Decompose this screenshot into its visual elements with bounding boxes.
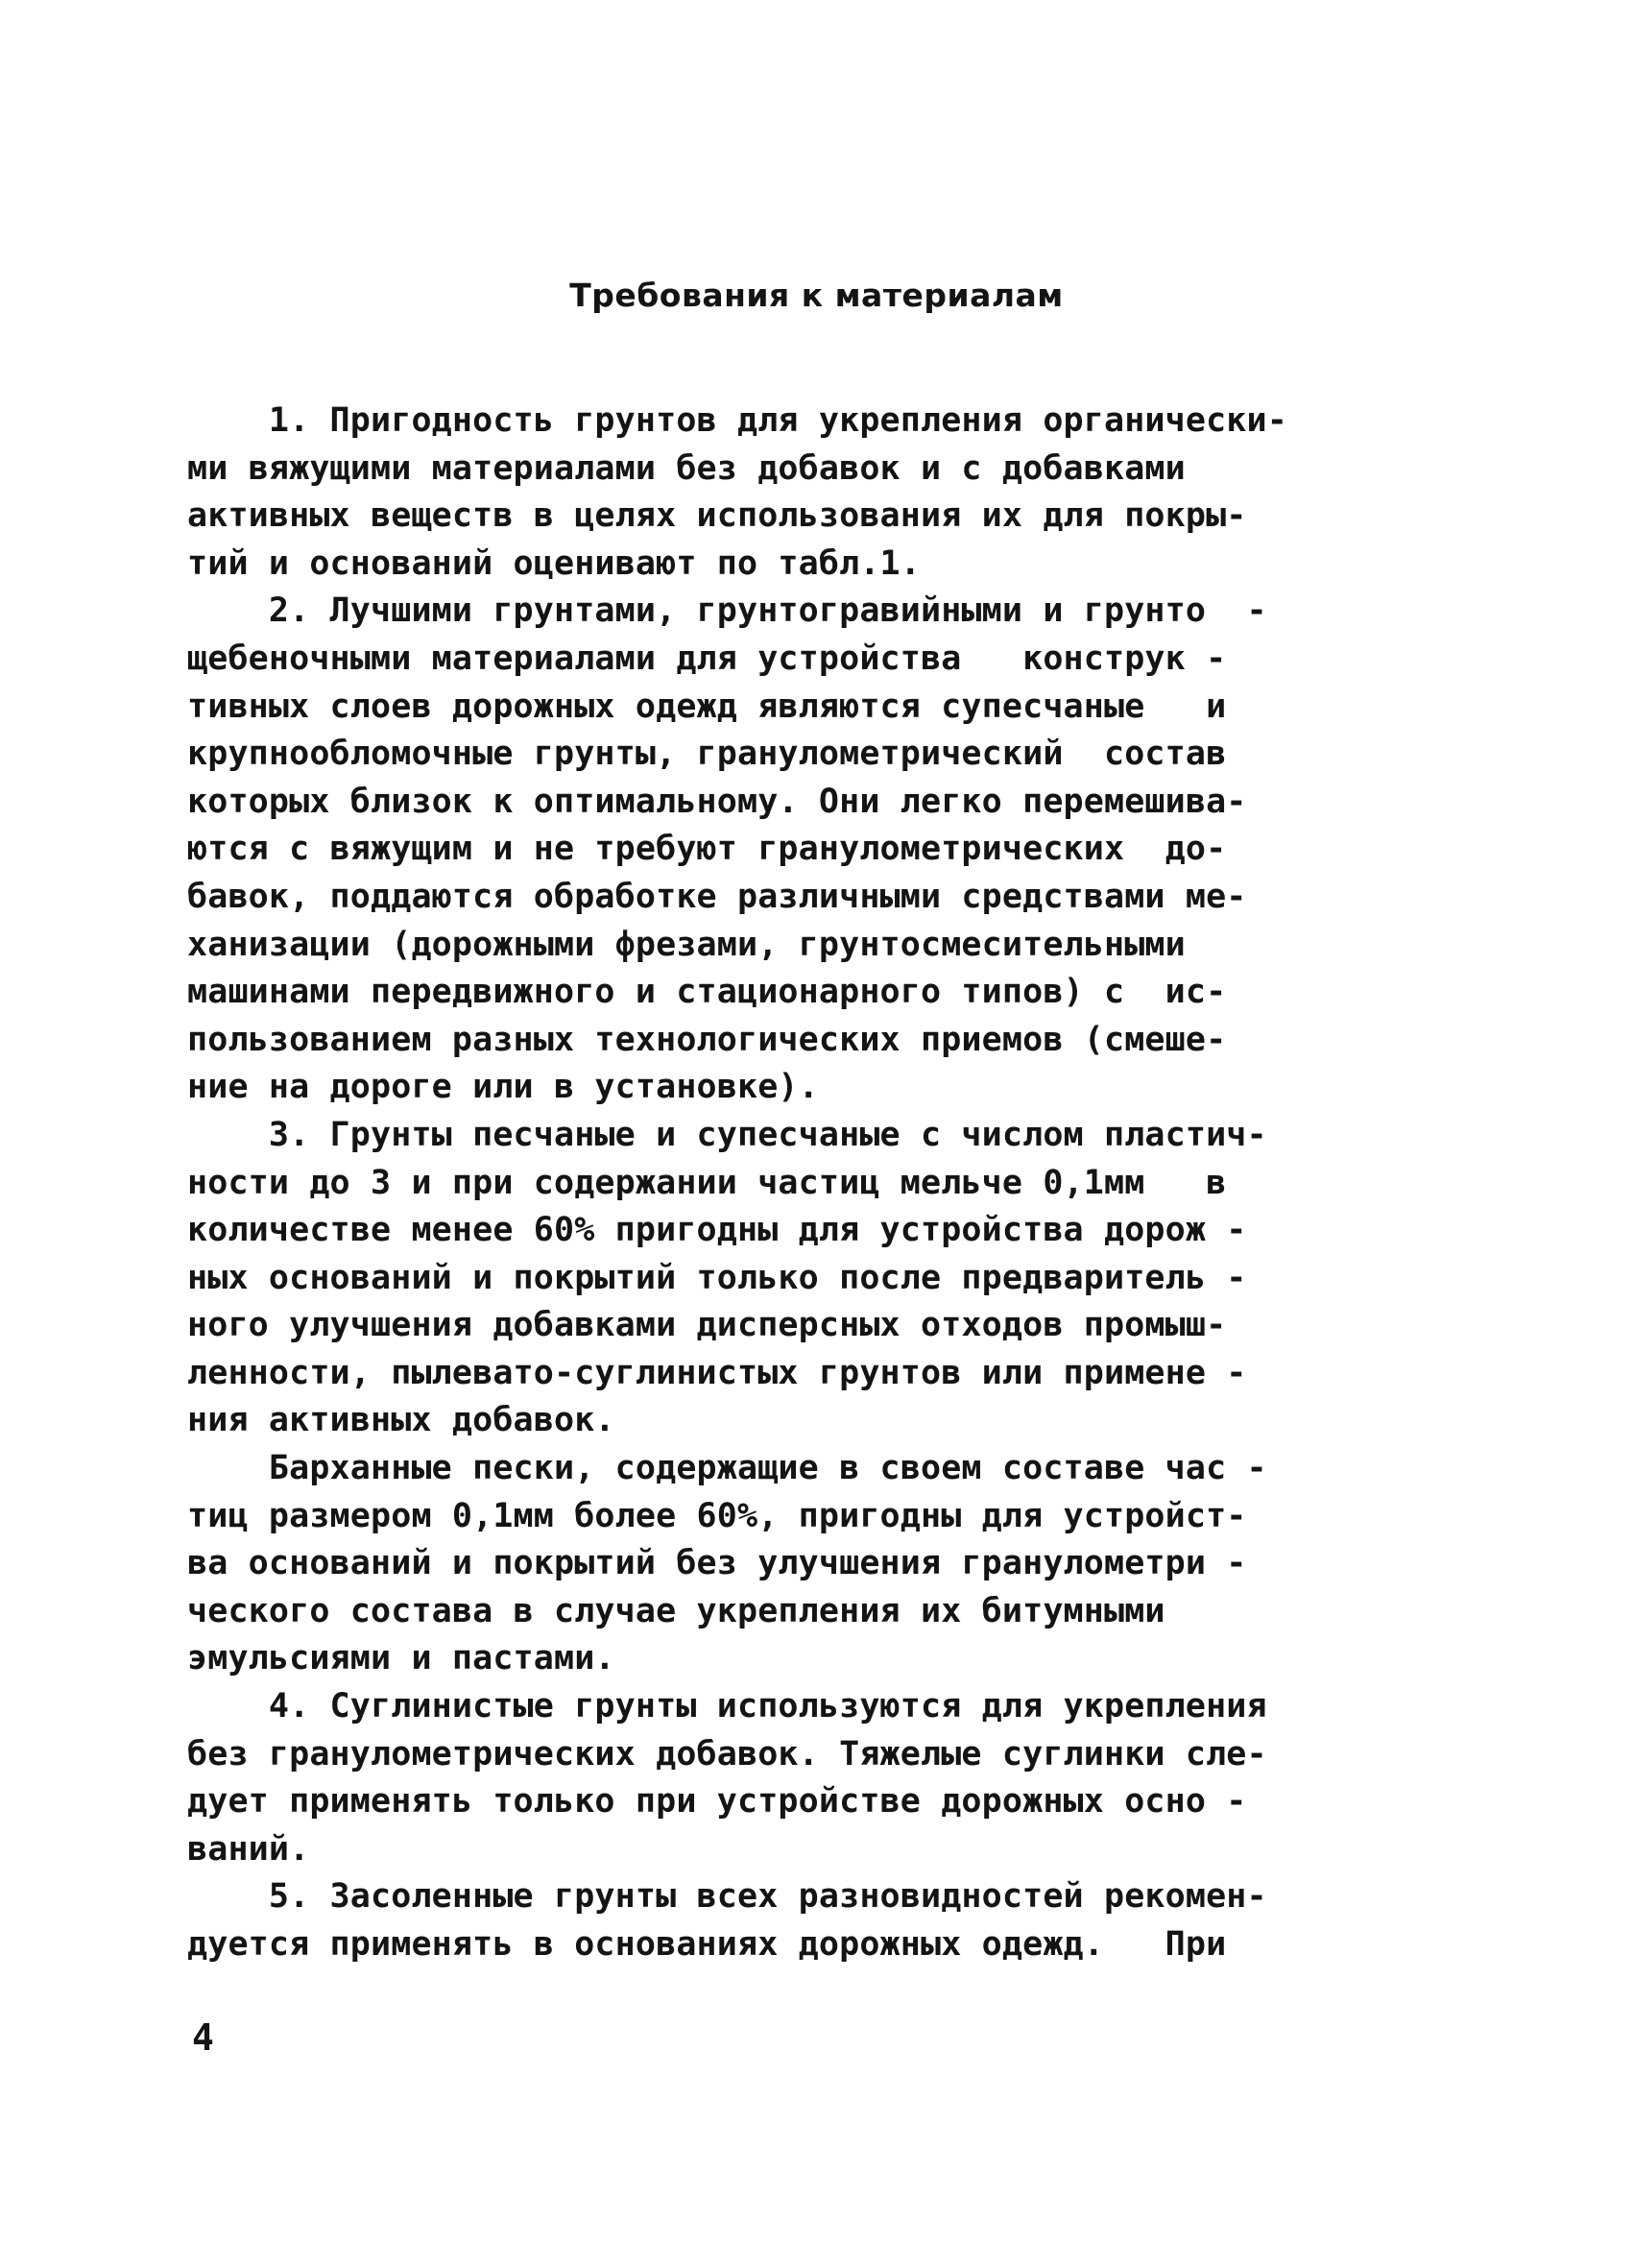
text-line: количестве менее 60% пригодны для устройства дорож - [187,1211,1247,1250]
text-line: которых близок к оптимальному. Они легко перемешива- [187,782,1247,821]
text-line: дует применять только при устройстве дорожных осно - [187,1782,1247,1822]
text-line: ваний. [187,1829,310,1869]
text-line: 3. Грунты песчаные и супесчаные с числом пластич- [187,1115,1267,1154]
text-line: бавок, поддаются обработке различными средствами ме- [187,877,1247,916]
section-heading: Требования к материалам [569,277,1064,314]
text-line: 2. Лучшими грунтами, грунтогравийными и грунто - [187,591,1267,631]
text-line: машинами передвижного и стационарного типов) с ис- [187,973,1227,1012]
text-line: без гранулометрических добавок. Тяжелые суглинки сле- [187,1734,1267,1773]
text-line: ханизации (дорожными фрезами, грунтосмесительными [187,925,1186,964]
text-line: ного улучшения добавками дисперсных отходов промыш- [187,1306,1227,1345]
text-line: 1. Пригодность грунтов для укрепления органически- [187,401,1287,440]
text-line: ва оснований и покрытий без улучшения гранулометри - [187,1544,1247,1583]
text-line: ленности, пылевато-суглинистых грунтов или примене - [187,1353,1247,1392]
text-line: тий и оснований оценивают по табл.1. [187,543,921,583]
body-text [187,398,1426,1969]
text-line: ческого состава в случае укрепления их битумными [187,1591,1165,1630]
text-line: крупнообломочные грунты, гранулометрический состав [187,735,1227,774]
text-line: ния активных добавок. [187,1401,615,1440]
text-line: ние на дороге или в установке). [187,1068,819,1107]
text-line: ми вяжущими материалами без добавок и с добавками [187,448,1186,488]
text-line: 4. Суглинистые грунты используются для укрепления [187,1687,1267,1726]
text-line: ных оснований и покрытий только после предваритель - [187,1258,1247,1297]
text-line: активных веществ в целях использования их для покры- [187,496,1247,536]
text-line: щебеночными материалами для устройства конструк - [187,639,1227,678]
text-line: 5. Засоленные грунты всех разновидностей рекомен- [187,1877,1267,1917]
text-line: ются с вяжущим и не требуют гранулометрических до- [187,830,1227,869]
page-number: 4 [192,2016,214,2059]
text-line: дуется применять в основаниях дорожных одежд. При [187,1925,1227,1964]
text-line: эмульсиями и пастами. [187,1639,615,1678]
text-line: ности до 3 и при содержании частиц мельче 0,1мм в [187,1163,1227,1202]
text-line: Барханные пески, содержащие в своем составе час - [187,1449,1267,1488]
text-line: тивных слоев дорожных одежд являются супесчаные и [187,687,1227,726]
text-line: тиц размером 0,1мм более 60%, пригодны для устройст- [187,1496,1247,1535]
text-line: пользованием разных технологических приемов (смеше- [187,1020,1227,1059]
